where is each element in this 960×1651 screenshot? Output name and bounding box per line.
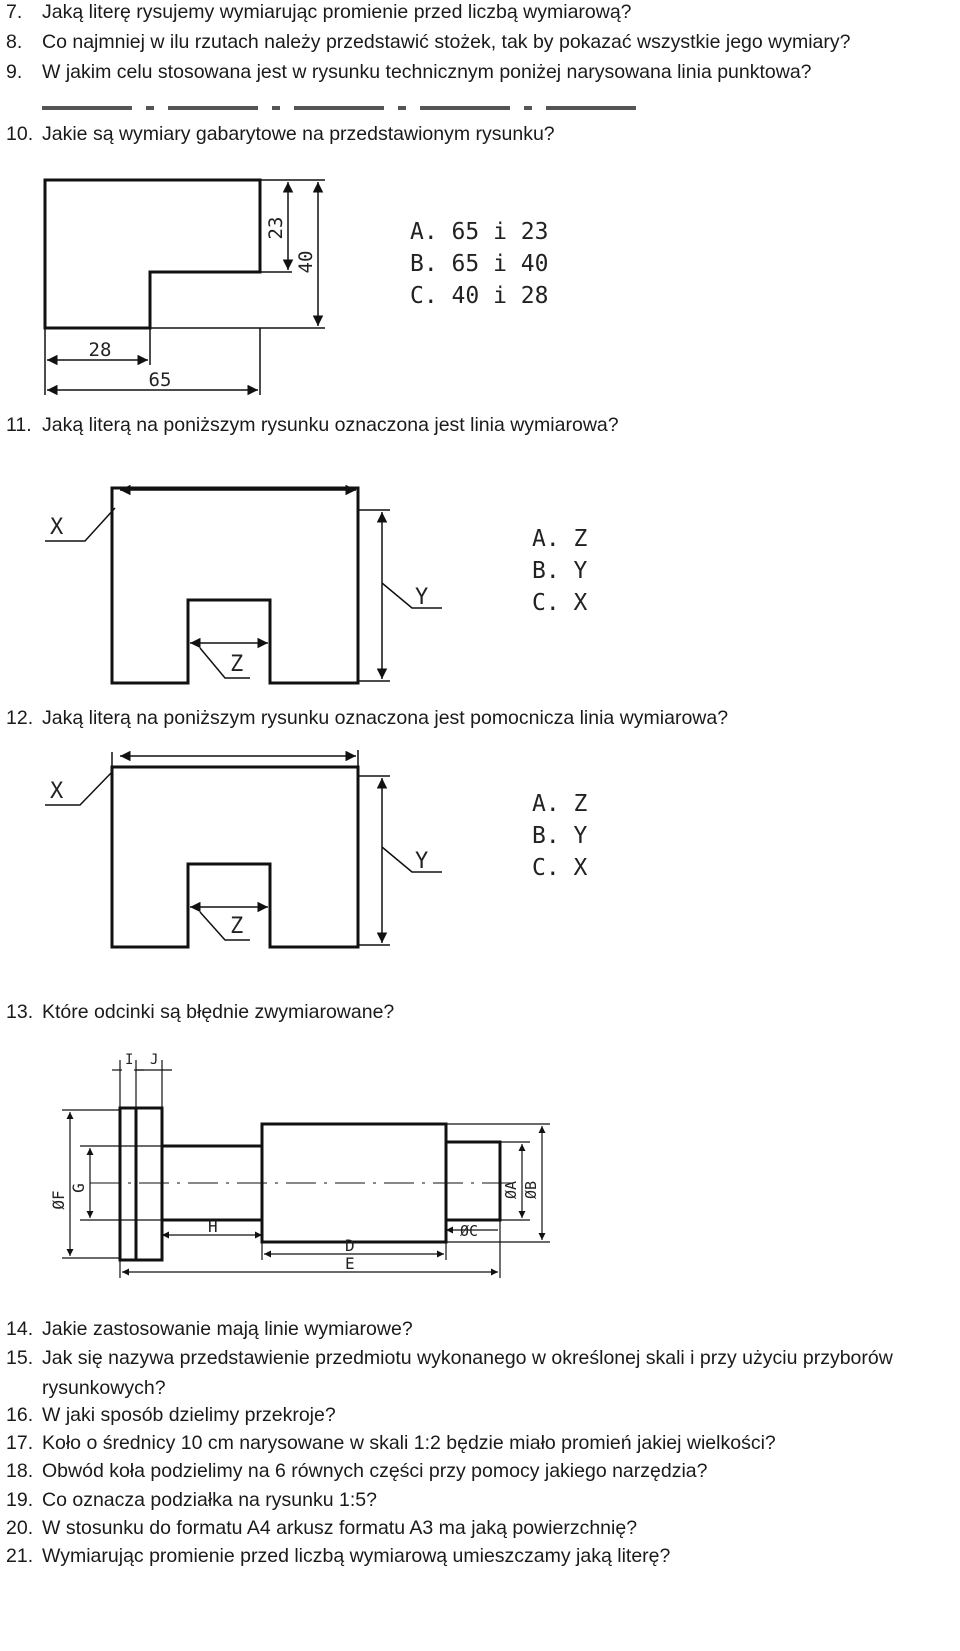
question-number: 16. <box>6 1404 34 1426</box>
label-e: E <box>345 1254 355 1273</box>
dash-dot-line-example <box>42 102 642 114</box>
dim-label-23: 23 <box>265 216 287 240</box>
label-y: Y <box>415 585 429 610</box>
shaft-flange-1 <box>120 1108 136 1260</box>
option-b: B. 65 i 40 <box>410 251 549 277</box>
question-number: 18. <box>6 1460 34 1482</box>
option-a: A. Z <box>532 791 588 817</box>
question-text: W jaki sposób dzielimy przekroje? <box>42 1404 336 1426</box>
l-shape-outline <box>45 180 260 328</box>
label-g: G <box>69 1183 88 1193</box>
question-text: Jakie zastosowanie mają linie wymiarowe? <box>42 1318 413 1340</box>
figure-12-answer-options <box>532 787 632 887</box>
question-text: Koło o średnicy 10 cm narysowane w skali 1:2 będzie miało promień jakiej wielkości? <box>42 1432 776 1454</box>
option-c: C. 40 i 28 <box>410 283 549 309</box>
question-number: 20. <box>6 1517 34 1539</box>
question-number: 10. <box>6 123 34 145</box>
question-text: Jak się nazywa przedstawienie przedmiotu wykonanego w określonej skali i przy użyciu przyborów rysunkowych? <box>42 1347 893 1399</box>
dim-label-28: 28 <box>88 339 112 361</box>
question-number: 15. <box>6 1347 34 1369</box>
figure-12-drawing <box>40 742 460 962</box>
question-number: 8. <box>6 31 23 53</box>
figure-11-answer-options <box>532 522 632 622</box>
label-z: Z <box>230 652 244 677</box>
label-d: D <box>345 1236 355 1255</box>
figure-11-drawing <box>40 478 460 698</box>
label-a: ØA <box>502 1180 520 1200</box>
question-text: Wymiarując promienie przed liczbą wymiarową umieszczamy jaką literę? <box>42 1545 671 1567</box>
label-h: H <box>208 1217 218 1236</box>
question-number: 11. <box>6 414 32 436</box>
option-a: A. Z <box>532 526 588 552</box>
question-text: Co najmniej w ilu rzutach należy przedstawić stożek, tak by pokazać wszystkie jego wymiary? <box>42 31 851 53</box>
shaft-flange-2 <box>136 1108 162 1260</box>
question-number: 19. <box>6 1489 34 1511</box>
label-i: I <box>125 1052 134 1068</box>
option-b: B. Y <box>532 558 588 584</box>
question-text: Jaką literą na poniższym rysunku oznaczona jest pomocnicza linia wymiarowa? <box>42 707 729 729</box>
figure-13-shaft-drawing <box>40 1050 570 1290</box>
dim-label-65: 65 <box>148 369 172 391</box>
question-text: Które odcinki są błędnie zwymiarowane? <box>42 1001 395 1023</box>
option-a: A. 65 i 23 <box>410 219 549 245</box>
question-number: 9. <box>6 61 23 83</box>
label-f: ØF <box>49 1190 68 1210</box>
option-c: C. X <box>532 590 588 616</box>
question-text: Co oznacza podziałka na rysunku 1:5? <box>42 1489 377 1511</box>
question-number: 14. <box>6 1318 34 1340</box>
question-text: Jaką literę rysujemy wymiarując promienie przed liczbą wymiarową? <box>42 1 632 23</box>
label-y: Y <box>415 849 429 874</box>
figure-10-answer-options <box>410 215 590 315</box>
question-text: Obwód koła podzielimy na 6 równych części przy pomocy jakiego narzędzia? <box>42 1460 708 1482</box>
label-b: ØB <box>522 1180 540 1200</box>
question-text: W jakim celu stosowana jest w rysunku technicznym poniżej narysowana linia punktowa? <box>42 61 812 83</box>
question-text: Jaką literą na poniższym rysunku oznaczona jest linia wymiarowa? <box>42 414 619 436</box>
shaft-end <box>446 1142 500 1220</box>
label-x: X <box>50 515 64 540</box>
question-number: 17. <box>6 1432 34 1454</box>
option-c: C. X <box>532 855 588 881</box>
question-number: 13. <box>6 1001 34 1023</box>
label-c: ØC <box>460 1222 479 1240</box>
question-number: 12. <box>6 707 34 729</box>
question-number: 21. <box>6 1545 34 1567</box>
question-number: 7. <box>6 1 23 23</box>
figure-10-l-shape-drawing <box>30 170 350 420</box>
question-text: W stosunku do formatu A4 arkusz formatu A3 ma jaką powierzchnię? <box>42 1517 638 1539</box>
dim-label-40: 40 <box>295 250 317 274</box>
label-j: J <box>150 1052 159 1068</box>
option-b: B. Y <box>532 823 588 849</box>
question-text: Jakie są wymiary gabarytowe na przedstawionym rysunku? <box>42 123 555 145</box>
label-x: X <box>50 779 64 804</box>
label-z: Z <box>230 914 244 939</box>
